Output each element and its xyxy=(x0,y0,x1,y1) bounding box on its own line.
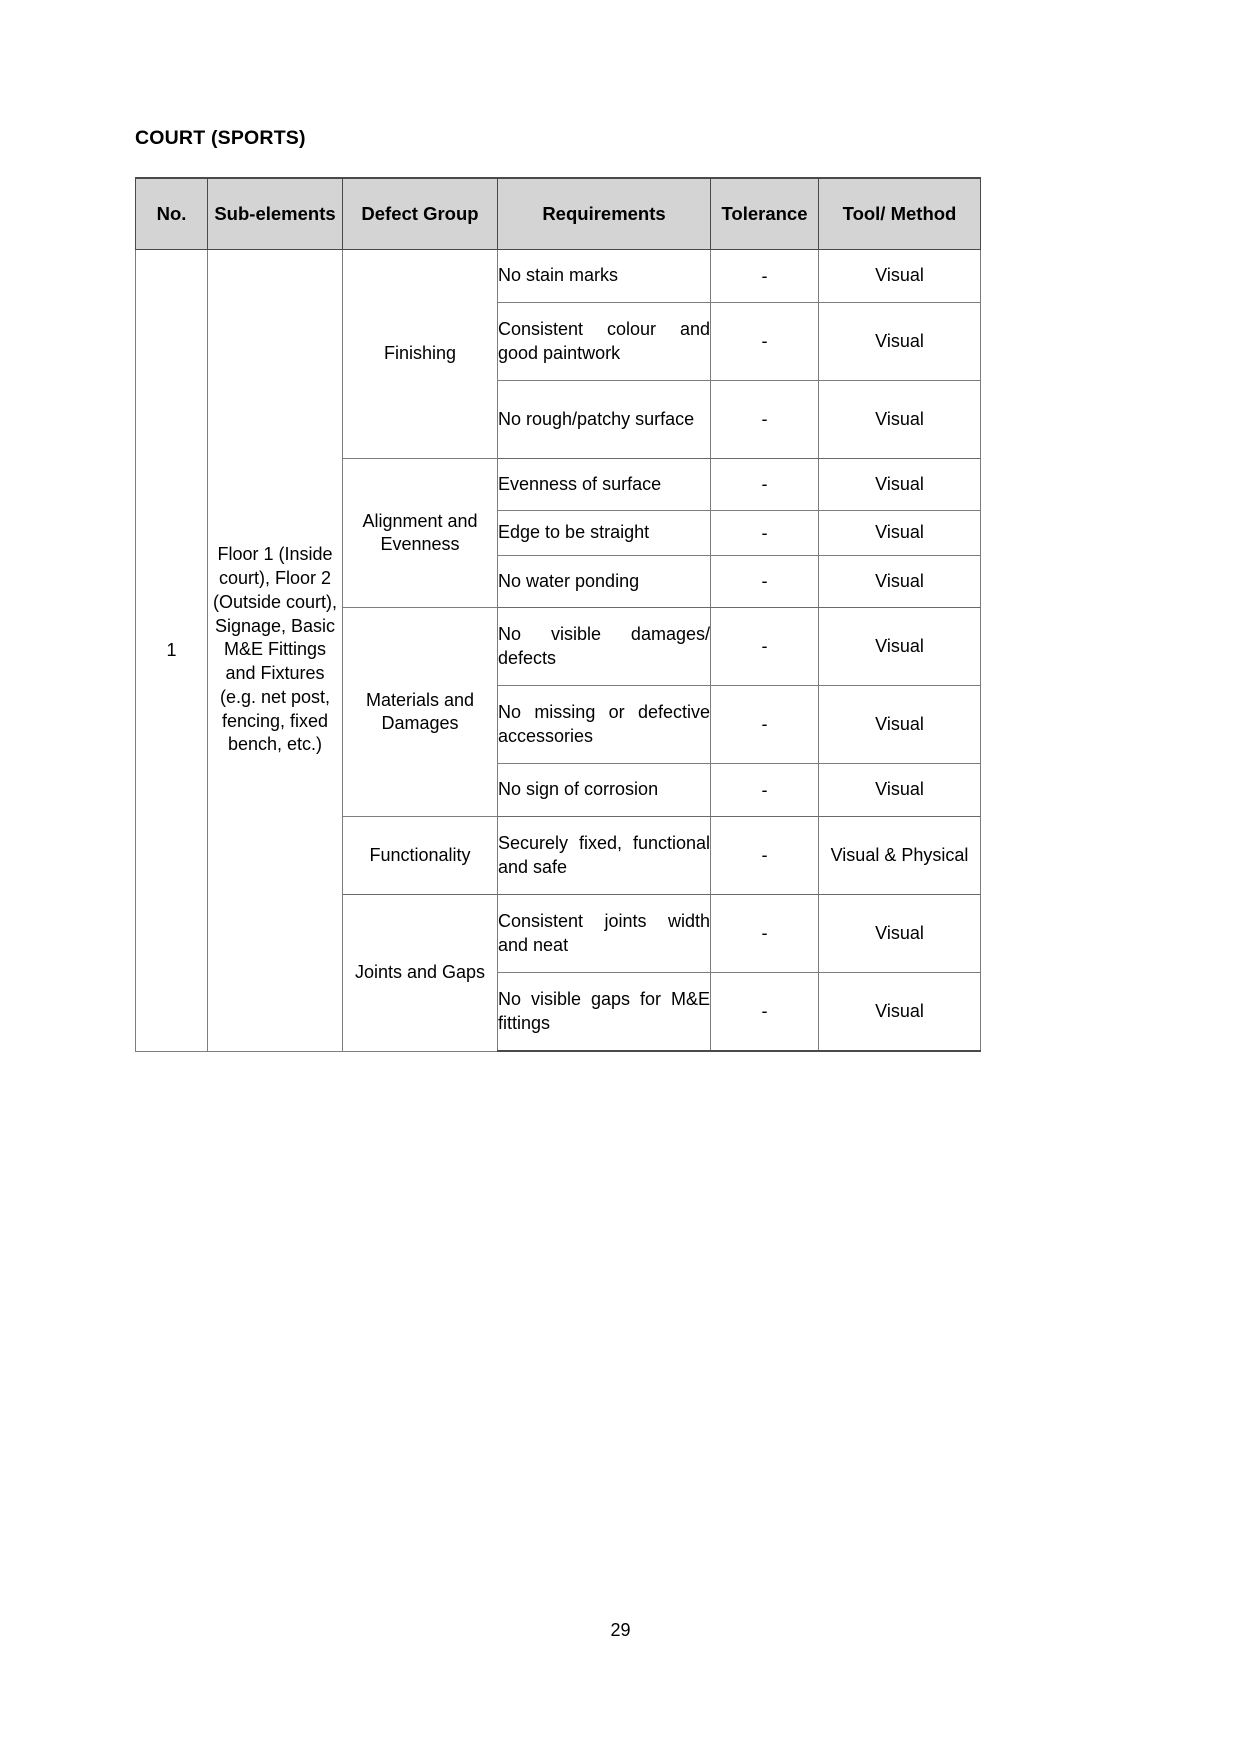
cell-tool-method: Visual xyxy=(819,895,981,973)
table-header xyxy=(136,178,981,250)
cell-requirement: No stain marks xyxy=(498,250,711,303)
cell-requirement: Consistent joints width and neat xyxy=(498,895,711,973)
cell-tool-method: Visual xyxy=(819,973,981,1052)
column-header-tool-method: Tool/ Method xyxy=(819,178,981,250)
cell-tool-method: Visual xyxy=(819,556,981,608)
cell-tool-method: Visual xyxy=(819,459,981,511)
cell-tolerance: - xyxy=(711,686,819,764)
cell-requirement: No missing or defective accessories xyxy=(498,686,711,764)
cell-tolerance: - xyxy=(711,250,819,303)
cell-defect-group-joints: Joints and Gaps xyxy=(343,895,498,1052)
cell-tolerance: - xyxy=(711,764,819,817)
cell-requirement: No visible gaps for M&E fittings xyxy=(498,973,711,1052)
cell-requirement: Edge to be straight xyxy=(498,511,711,556)
cell-tool-method: Visual xyxy=(819,303,981,381)
cell-requirement: Evenness of surface xyxy=(498,459,711,511)
cell-tool-method: Visual & Physical xyxy=(819,817,981,895)
column-header-tolerance: Tolerance xyxy=(711,178,819,250)
cell-tolerance: - xyxy=(711,973,819,1052)
cell-requirement: No water ponding xyxy=(498,556,711,608)
cell-requirement: No rough/patchy surface xyxy=(498,381,711,459)
page-number: 29 xyxy=(610,1620,631,1640)
inspection-criteria-table xyxy=(135,177,981,1052)
cell-tolerance: - xyxy=(711,895,819,973)
table-body xyxy=(136,250,981,1052)
cell-tool-method: Visual xyxy=(819,250,981,303)
cell-tolerance: - xyxy=(711,556,819,608)
cell-requirement: Securely fixed, functional and safe xyxy=(498,817,711,895)
cell-tool-method: Visual xyxy=(819,686,981,764)
column-header-sub-elements: Sub-elements xyxy=(208,178,343,250)
cell-defect-group-materials: Materials and Damages xyxy=(343,608,498,817)
cell-tolerance: - xyxy=(711,303,819,381)
cell-no: 1 xyxy=(136,250,208,1052)
cell-sub-elements: Floor 1 (Inside court), Floor 2 (Outside court), Signage, Basic M&E Fittings and Fixtures (e.g. net post, fencing, fixed bench, etc.) xyxy=(208,250,343,1052)
cell-requirement: Consistent colour and good paintwork xyxy=(498,303,711,381)
cell-tool-method: Visual xyxy=(819,511,981,556)
cell-defect-group-alignment: Alignment and Evenness xyxy=(343,459,498,608)
column-header-defect-group: Defect Group xyxy=(343,178,498,250)
cell-tolerance: - xyxy=(711,459,819,511)
cell-defect-group-finishing: Finishing xyxy=(343,250,498,459)
cell-tolerance: - xyxy=(711,608,819,686)
column-header-requirements: Requirements xyxy=(498,178,711,250)
cell-tolerance: - xyxy=(711,381,819,459)
cell-tolerance: - xyxy=(711,511,819,556)
cell-defect-group-functionality: Functionality xyxy=(343,817,498,895)
cell-tool-method: Visual xyxy=(819,381,981,459)
cell-requirement: No visible damages/ defects xyxy=(498,608,711,686)
cell-requirement: No sign of corrosion xyxy=(498,764,711,817)
column-header-no: No. xyxy=(136,178,208,250)
cell-tool-method: Visual xyxy=(819,608,981,686)
page-title: COURT (SPORTS) xyxy=(135,127,306,149)
cell-tolerance: - xyxy=(711,817,819,895)
table-row xyxy=(136,250,981,303)
cell-tool-method: Visual xyxy=(819,764,981,817)
